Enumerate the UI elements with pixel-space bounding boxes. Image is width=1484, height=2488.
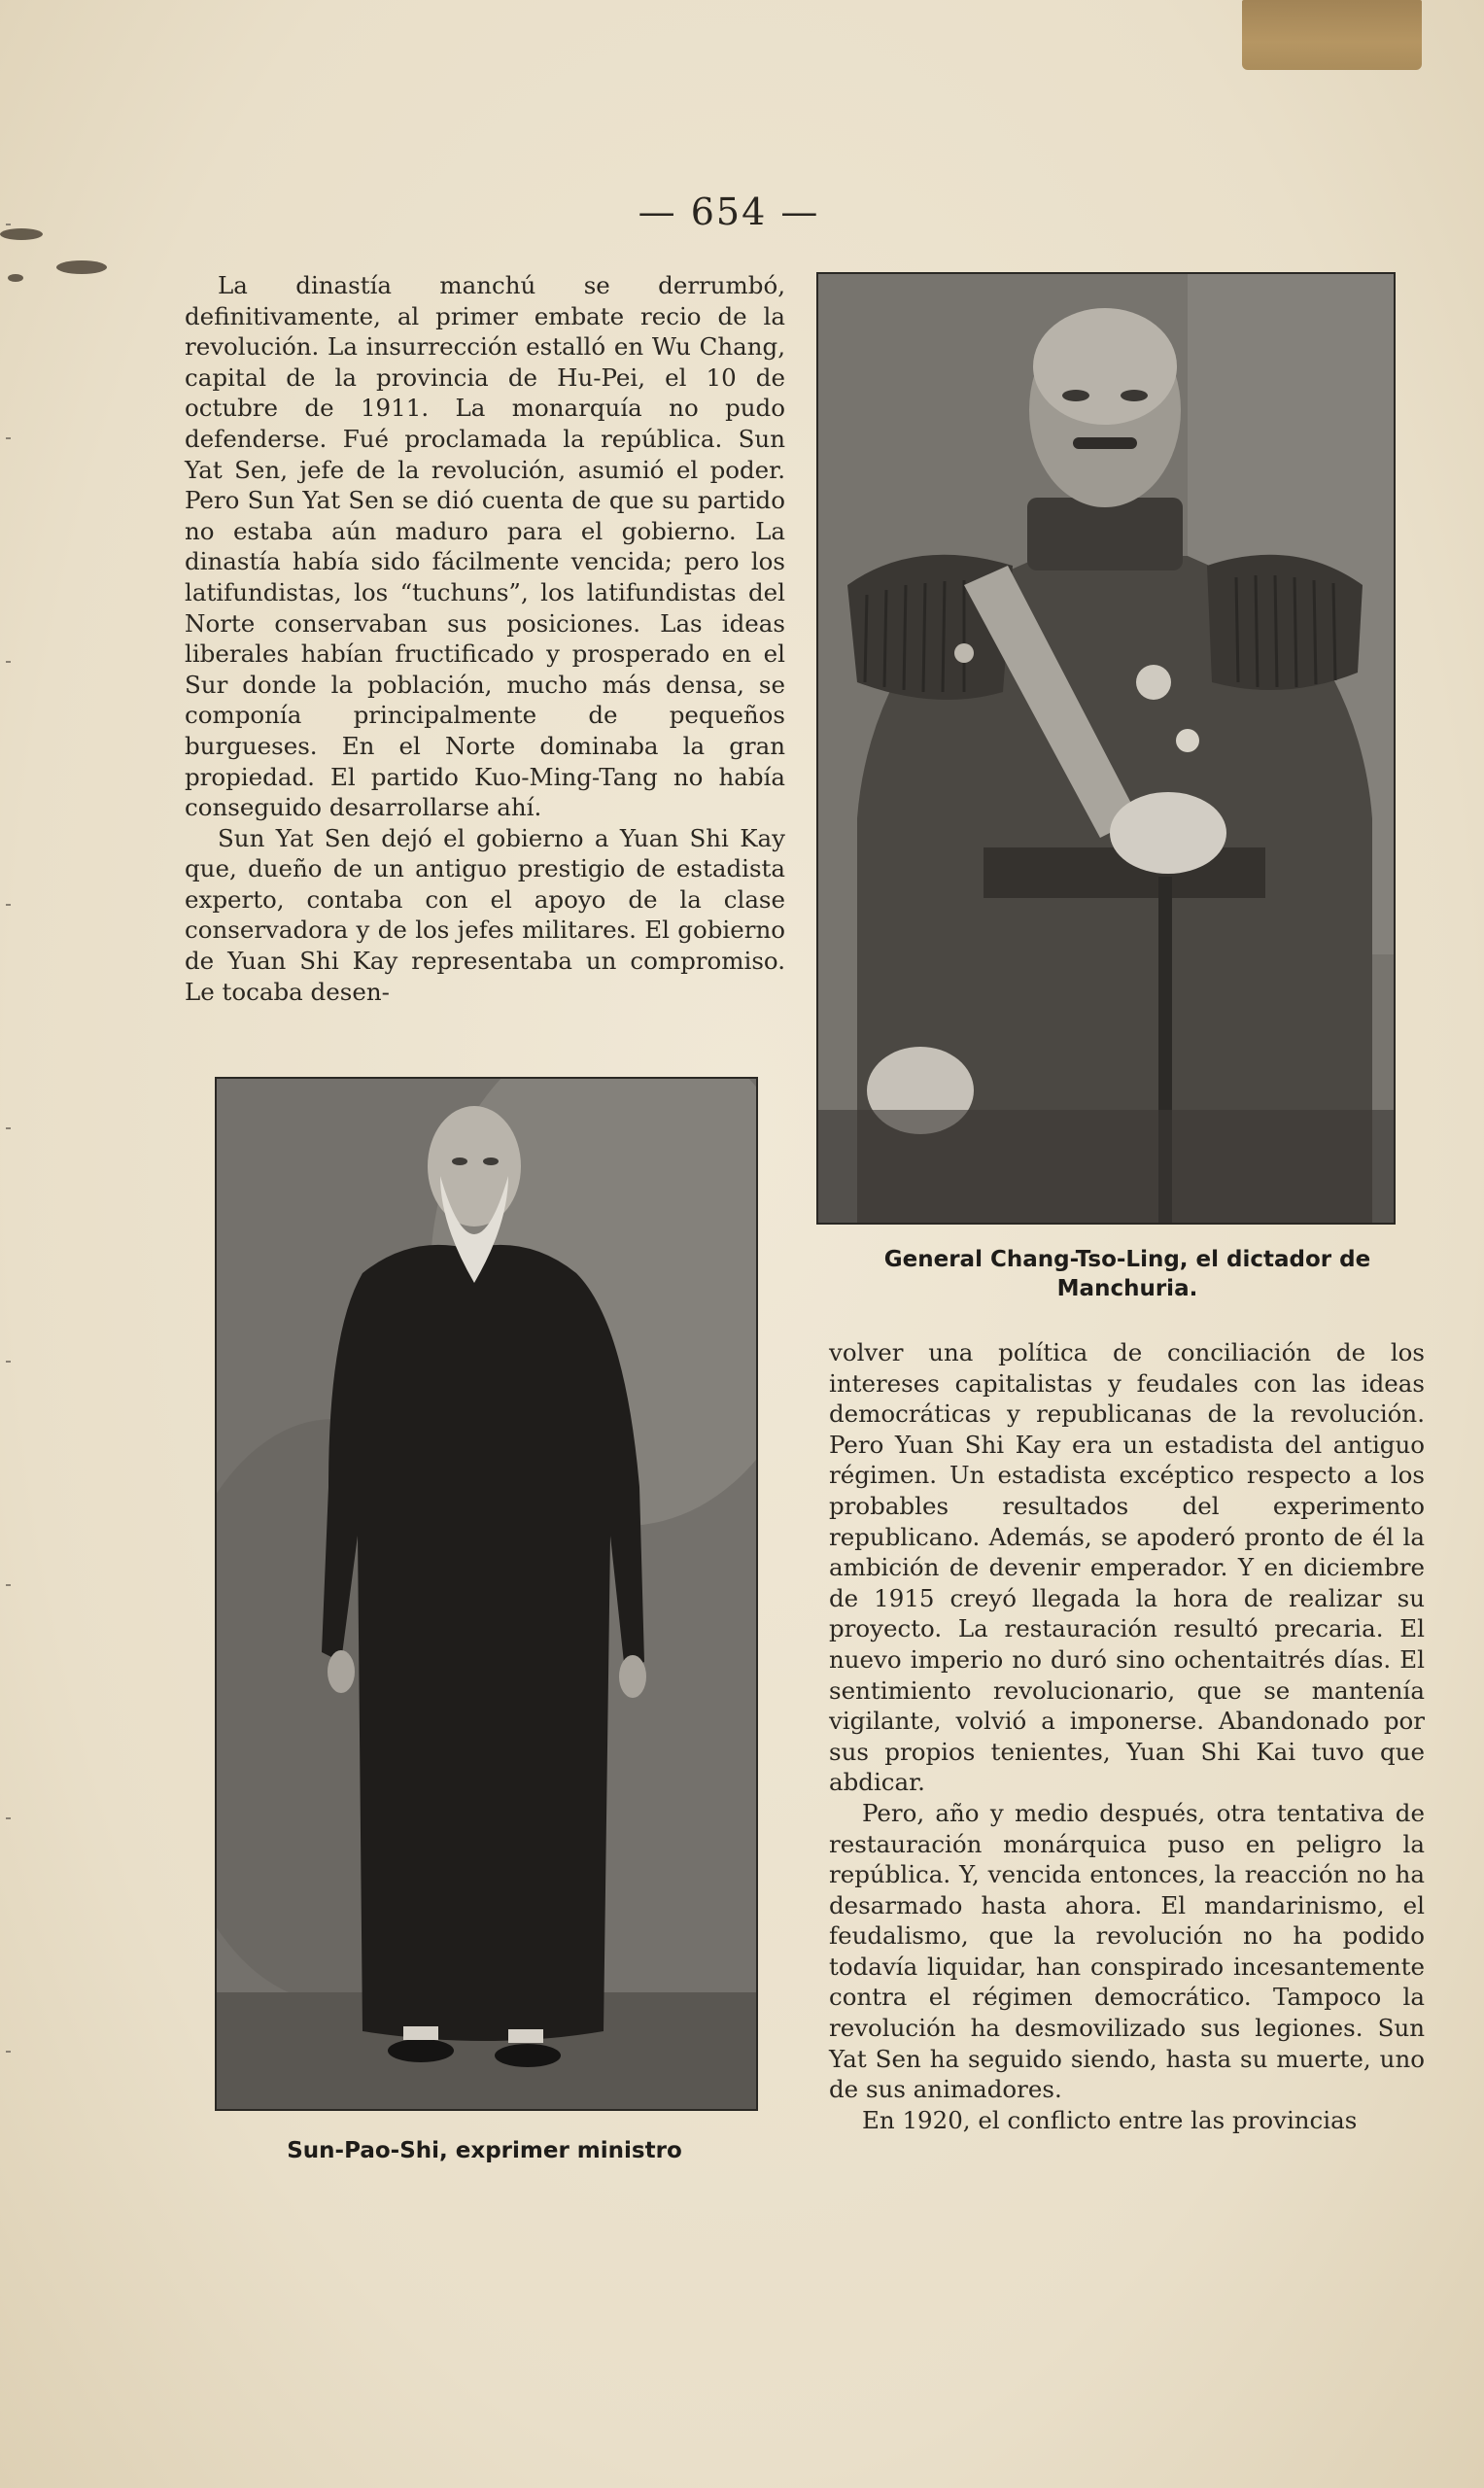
article-text-right (829, 1337, 1425, 2135)
ink-stain (56, 260, 107, 274)
article-text-left (185, 270, 785, 1007)
photo-caption-general: General Chang-Tso-Ling, el dictador de Manchuria. (883, 1247, 1371, 1301)
paragraph: volver una política de conciliación de los intereses capitalistas y feudales con las ideas democráticas y republicanas de la revolución. Pero Yuan Shi Kay era un estadista del antiguo régimen. Un estadista excéptico respecto a los probables resultados del experimento republicano. Además, se apoderó pronto de él la ambición de devenir emperador. Y en diciembre de 1915 creyó llegada la hora de realizar su proyecto. La restauración resultó precaria. El nuevo imperio no duró sino ochentaitrés días. El sentimiento revolucionario, que se mantenía vigilante, volvió a imponerse. Abandonado por sus propios tenientes, Yuan Shi Kai tuvo que abdicar. (829, 1338, 1425, 1797)
general-figure (818, 274, 1394, 1223)
sun-pao-shi-figure (217, 1079, 756, 2109)
paragraph: En 1920, el conflicto entre las provincias (862, 2105, 1358, 2134)
portrait-general-photo (816, 272, 1396, 1225)
paragraph: Sun Yat Sen dejó el gobierno a Yuan Shi Kay que, dueño de un antiguo prestigio de estadista experto, contaba con el apoyo de la clase conservadora y de los jefes militares. El gobierno de Yuan Shi Kay representaba un compromiso. Le tocaba desen- (185, 823, 785, 1006)
portrait-sun-pao-shi-photo (215, 1077, 758, 2111)
paragraph: Pero, año y medio después, otra tentativa de restauración monárquica puso en peligro la república. Y, vencida entonces, la reacción no ha desarmado hasta ahora. El mandarinismo, el feudalismo, que la revolución no ha podido todavía liquidar, han conspirado incesantemente contra el régimen democrático. Tampoco la revolución ha desmovilizado sus legiones. Sun Yat Sen ha seguido siendo, hasta su muerte, uno de sus animadores. (829, 1798, 1425, 2104)
binding-marks (6, 224, 12, 2070)
photo-caption-sun: Sun-Pao-Shi, exprimer ministro (287, 2138, 682, 2163)
paragraph: La dinastía manchú se derrumbó, definitivamente, al primer embate recio de la revolución. La insurrección estalló en Wu Chang, capital de la provincia de Hu-Pei, el 10 de octubre de 1911. La monarquía no pudo defenderse. Fué proclamada la república. Sun Yat Sen, jefe de la revolución, asumió el poder. Pero Sun Yat Sen se dió cuenta de que su partido no estaba aún maduro para el gobierno. La dinastía había sido fácilmente vencida; pero los latifundistas, los “tuchuns”, los latifundistas del Norte conservaban sus posiciones. Las ideas liberales habían fructificado y prosperado en el Sur donde la población, mucho más densa, se componía principalmente de pequeños burgueses. En el Norte dominaba la gran propiedad. El partido Kuo-Ming-Tang no había conseguido desarrollarse ahí. (185, 271, 785, 822)
tape-fragment (1242, 0, 1422, 70)
page-number: — 654 — (638, 190, 820, 233)
